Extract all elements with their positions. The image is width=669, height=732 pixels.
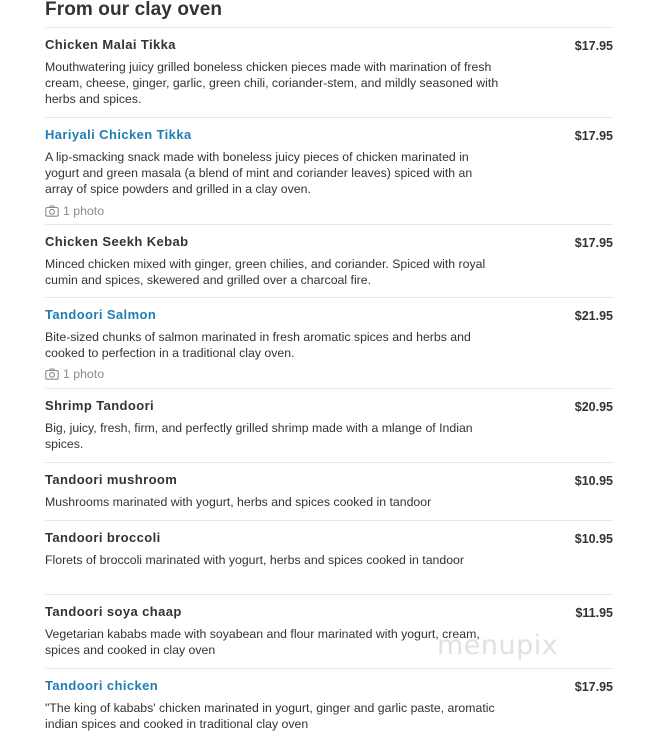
menu-item [45, 520, 613, 594]
item-name: Chicken Seekh Kebab [45, 234, 189, 249]
item-name: Shrimp Tandoori [45, 398, 155, 413]
camera-icon [45, 368, 59, 380]
item-price: $10.95 [574, 532, 613, 546]
watermark: menupix [437, 630, 559, 661]
item-name: Tandoori broccoli [45, 530, 161, 545]
item-price: $17.95 [574, 39, 613, 53]
item-price: $17.95 [574, 129, 613, 143]
photo-count: 1 photo [63, 203, 105, 218]
item-name-link[interactable]: Tandoori Salmon [45, 307, 157, 322]
photo-link[interactable] [45, 366, 613, 382]
item-description: Mouthwatering juicy grilled boneless chicken pieces made with marination of fresh cream, cheese, ginger, garlic, green chili, coriander-stem, and mildly seasoned with herbs and spices. [45, 60, 499, 107]
item-price: $17.95 [574, 236, 613, 250]
item-name: Tandoori mushroom [45, 472, 178, 487]
item-name-link[interactable]: Tandoori chicken [45, 678, 159, 693]
photo-count: 1 photo [63, 367, 105, 382]
item-name: Chicken Malai Tikka [45, 37, 176, 52]
item-name: Tandoori soya chaap [45, 604, 182, 619]
section-title: From our clay oven [45, 0, 223, 20]
item-price: $11.95 [575, 606, 613, 620]
item-price: $17.95 [574, 680, 613, 694]
item-description: Big, juicy, fresh, firm, and perfectly grilled shrimp made with a mlange of Indian spices. [45, 421, 473, 452]
item-description: Minced chicken mixed with ginger, green chilies, and coriander. Spiced with royal cumin and spices, skewered and grilled over a charcoal fire. [45, 257, 486, 288]
item-description: A lip-smacking snack made with boneless juicy pieces of chicken marinated in yogurt and green masala (a blend of mint and coriander leaves) spiced with an array of spice powders and grilled in a clay oven. [45, 150, 473, 197]
photo-link[interactable] [45, 203, 613, 219]
item-name-link[interactable]: Hariyali Chicken Tikka [45, 127, 192, 142]
menu-item [45, 462, 613, 520]
menu-item [45, 27, 613, 117]
menu-item [45, 297, 613, 388]
menu-item [45, 224, 613, 297]
menu-item [45, 388, 613, 462]
item-description: "The king of kababs' chicken marinated in yogurt, ginger and garlic paste, aromatic indian spices and cooked in traditional clay oven [45, 701, 495, 732]
item-price: $20.95 [574, 400, 613, 414]
item-price: $21.95 [574, 309, 613, 323]
item-price: $10.95 [574, 474, 613, 488]
item-description: Vegetarian kababs made with soyabean and flour marinated with yogurt, cream, spices and cooked in clay oven [45, 627, 480, 658]
item-description: Mushrooms marinated with yogurt, herbs and spices cooked in tandoor [45, 495, 432, 509]
camera-icon [45, 205, 59, 217]
menu-item [45, 117, 613, 224]
menu-item [45, 668, 613, 730]
menu-list [45, 27, 613, 730]
item-description: Bite-sized chunks of salmon marinated in fresh aromatic spices and herbs and cooked to perfection in a traditional clay oven. [45, 330, 471, 361]
item-description: Florets of broccoli marinated with yogurt, herbs and spices cooked in tandoor [45, 553, 464, 567]
